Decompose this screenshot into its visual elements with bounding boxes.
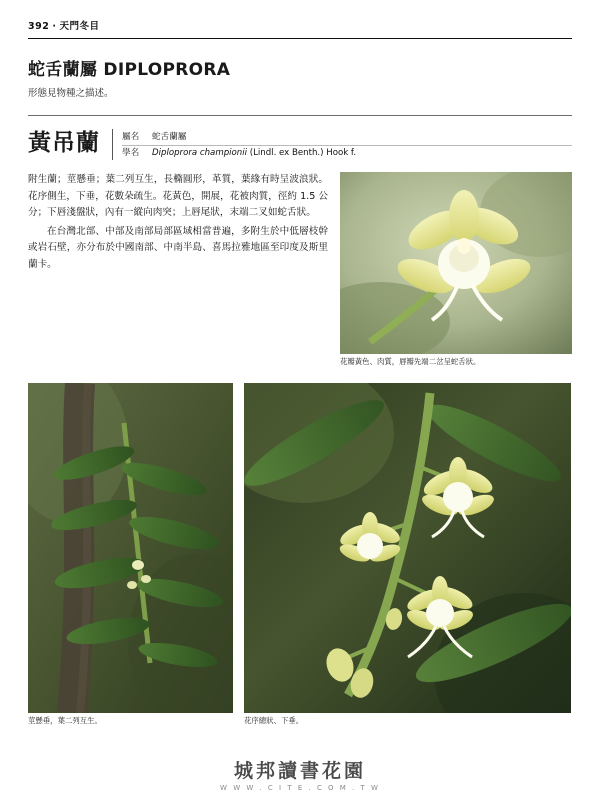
description-paragraph-1: 附生蘭；莖懸垂；葉二列互生，長橢圓形，革質，葉緣有時呈波浪狀。花序側生，下垂，花數朵疏生。花黃色，開展，花被肉質，徑約 1.5 公分；下唇淺盤狀，內有一縱向肉突；上唇尾狀，末端二叉如蛇舌狀。 [28, 174, 328, 219]
genus-divider [28, 115, 572, 116]
figure-flower-closeup [340, 172, 572, 367]
scientific-name-value [152, 147, 356, 159]
publisher-brand: 城邦讀書花園 [233, 760, 366, 782]
inflorescence-caption: 花序總狀、下垂。 [244, 715, 304, 725]
scientific-name-binomial: Diploprora championii [152, 147, 248, 158]
section-title: 天門冬目 [59, 21, 100, 32]
scientific-name-row [122, 145, 572, 160]
running-head-separator: · [52, 21, 57, 32]
species-name-card [112, 129, 572, 160]
genus-name-value: 蛇舌蘭屬 [152, 132, 187, 143]
figure-inflorescence [244, 383, 571, 726]
species-header [28, 129, 572, 160]
habit-stem-caption: 莖懸垂，葉二列互生。 [28, 715, 102, 725]
flower-closeup-illustration [340, 172, 572, 354]
scientific-name-authority: (Lindl. ex Benth.) Hook f. [249, 147, 357, 158]
genus-description: 形態見物種之描述。 [28, 88, 114, 99]
habit-stem-photo [28, 383, 233, 713]
species-description [28, 172, 328, 273]
bottom-figures [28, 383, 572, 726]
publisher-footer [0, 756, 600, 792]
flower-closeup-caption: 花瓣黃色、肉質，唇瓣先端二岔呈蛇舌狀。 [340, 357, 481, 367]
description-paragraph-2: 在台灣北部、中部及南部局部區域相當普遍，多附生於中低層枝幹或岩石壁，亦分布於中國南部、中南半島、喜馬拉雅地區至印度及斯里蘭卡。 [28, 225, 328, 270]
running-head [28, 18, 572, 38]
habit-stem-illustration [28, 383, 233, 713]
genus-name-row [122, 130, 572, 144]
scientific-name-label: 學名 [122, 147, 140, 158]
flower-closeup-photo [340, 172, 572, 354]
species-common-name: 黃吊蘭 [28, 130, 100, 157]
inflorescence-illustration [244, 383, 571, 713]
inflorescence-photo [244, 383, 571, 713]
header-rule [28, 38, 572, 39]
genus-title: 蛇舌蘭屬 DIPLOPRORA [28, 60, 231, 80]
genus-name-label: 屬名 [122, 132, 140, 143]
species-body [28, 172, 572, 367]
publisher-url: W W W . C I T E . C O M . T W [220, 784, 380, 792]
page-number: 392 [28, 21, 50, 32]
figure-habit-stem [28, 383, 233, 726]
